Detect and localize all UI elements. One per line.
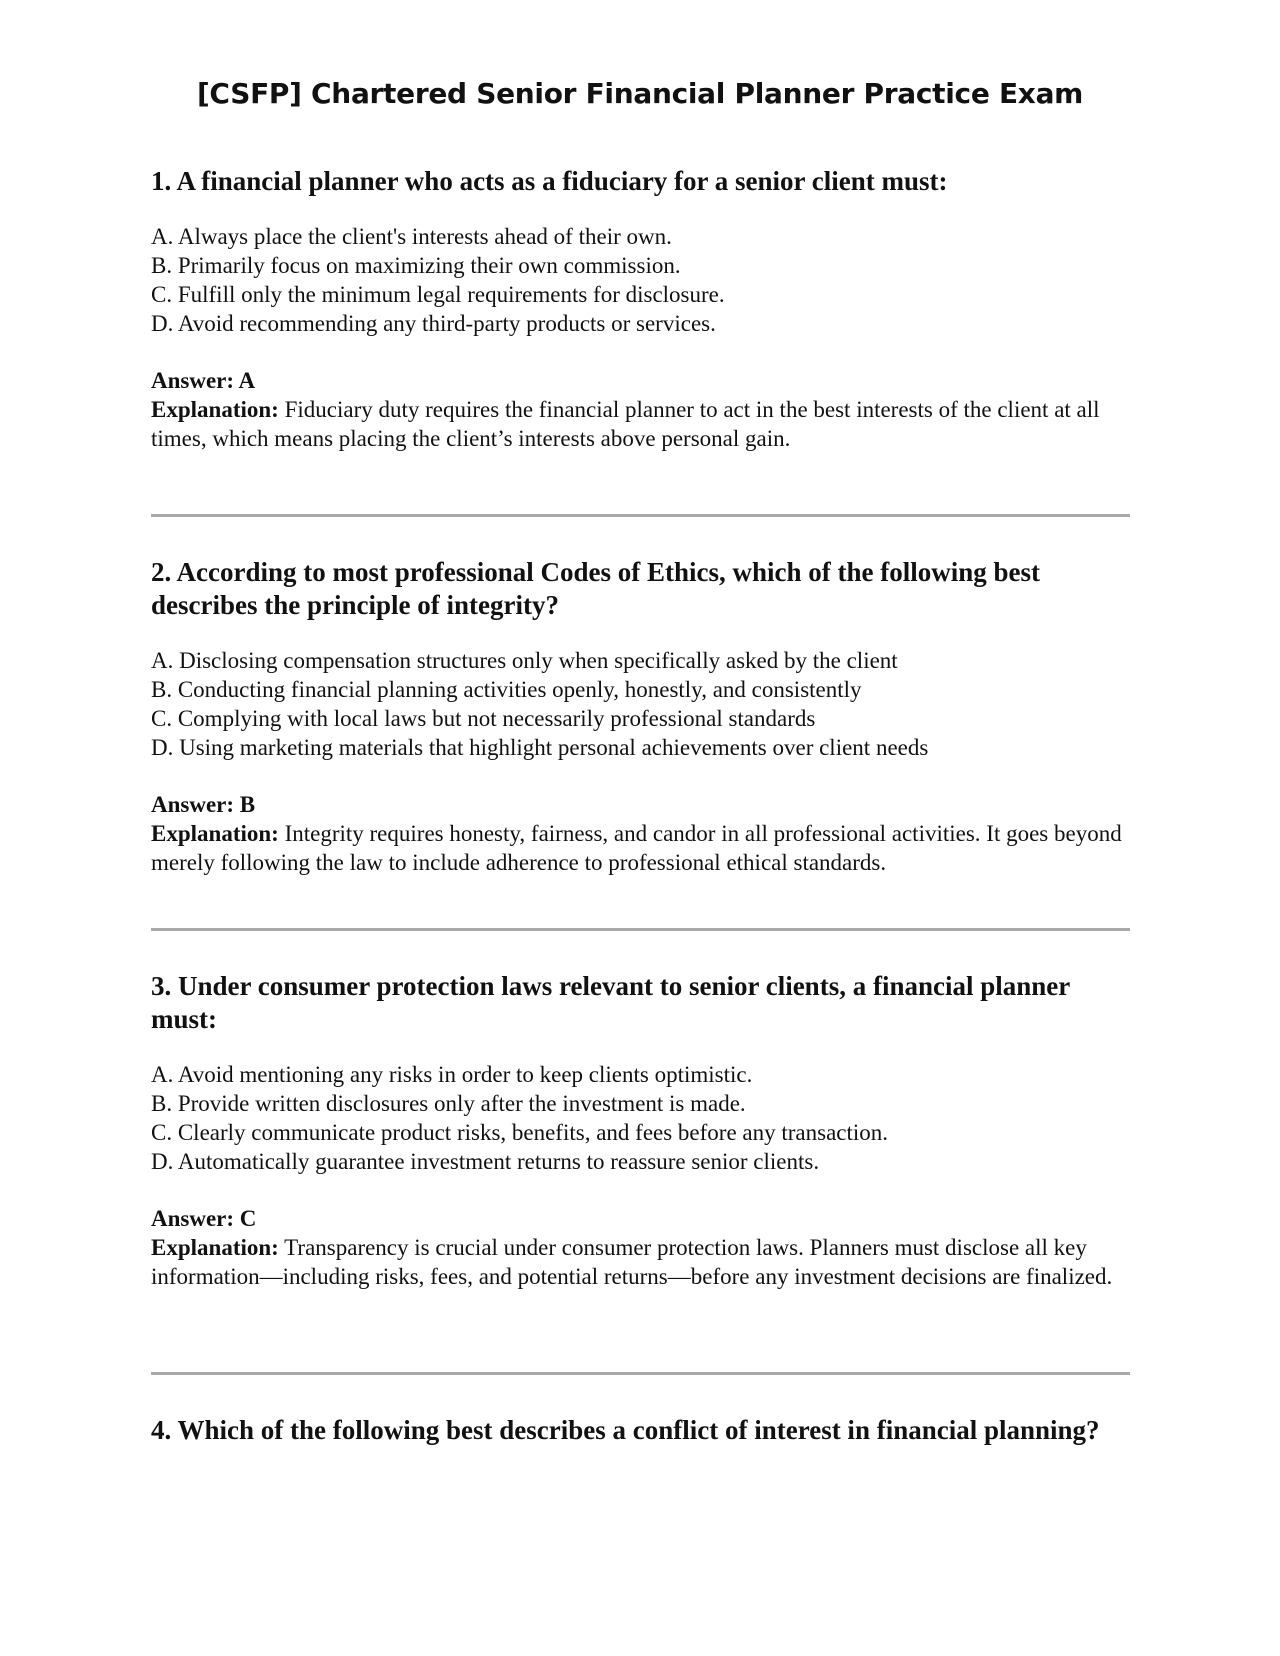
option-a: A. Disclosing compensation structures only when specifically asked by the client [151, 648, 898, 673]
explanation [151, 1233, 1131, 1291]
question-4 [151, 1414, 1131, 1447]
question-3 [151, 970, 1131, 1291]
answer-line: Answer: C [151, 1206, 257, 1231]
document-title: [CSFP] Chartered Senior Financial Planner Practice Exam [196, 77, 1084, 110]
explanation-text: Fiduciary duty requires the financial planner to act in the best interests of the client at all times, which means placing the client’s interests above personal gain. [151, 397, 1100, 451]
question-1 [151, 165, 1131, 453]
section-divider [151, 514, 1130, 517]
option-d: D. Using marketing materials that highlight personal achievements over client needs [151, 735, 929, 760]
question-text: 2. According to most professional Codes of Ethics, which of the following best describes the principle of integrity? [151, 557, 1041, 620]
option-a: A. Avoid mentioning any risks in order to keep clients optimistic. [151, 1062, 753, 1087]
explanation-label: Explanation: [151, 397, 279, 422]
explanation-text: Transparency is crucial under consumer protection laws. Planners must disclose all key information—including risks, fees, and potential returns—before any investment decisions are finalized. [151, 1235, 1113, 1289]
explanation-label: Explanation: [151, 1235, 279, 1260]
option-a: A. Always place the client's interests ahead of their own. [151, 224, 672, 249]
question-text: 1. A financial planner who acts as a fiduciary for a senior client must: [151, 166, 948, 196]
option-c: C. Clearly communicate product risks, benefits, and fees before any transaction. [151, 1120, 889, 1145]
option-b: B. Conducting financial planning activities openly, honestly, and consistently [151, 677, 862, 702]
answer-line: Answer: A [151, 368, 256, 393]
section-divider [151, 928, 1130, 931]
option-list [151, 1060, 1131, 1176]
option-d: D. Avoid recommending any third-party products or services. [151, 311, 716, 336]
question-text: 3. Under consumer protection laws relevant to senior clients, a financial planner must: [151, 971, 1070, 1034]
explanation-text: Integrity requires honesty, fairness, and candor in all professional activities. It goes beyond merely following the law to include adherence to professional ethical standards. [151, 821, 1122, 875]
answer-line: Answer: B [151, 792, 256, 817]
explanation [151, 395, 1131, 453]
option-d: D. Automatically guarantee investment returns to reassure senior clients. [151, 1149, 820, 1174]
option-list [151, 646, 1131, 762]
question-2 [151, 556, 1131, 877]
option-b: B. Provide written disclosures only after the investment is made. [151, 1091, 746, 1116]
option-list [151, 222, 1131, 338]
section-divider [151, 1372, 1130, 1375]
question-text: 4. Which of the following best describes a conflict of interest in financial planning? [151, 1415, 1100, 1445]
option-c: C. Complying with local laws but not necessarily professional standards [151, 706, 816, 731]
option-c: C. Fulfill only the minimum legal requirements for disclosure. [151, 282, 725, 307]
option-b: B. Primarily focus on maximizing their own commission. [151, 253, 681, 278]
explanation [151, 819, 1131, 877]
explanation-label: Explanation: [151, 821, 279, 846]
